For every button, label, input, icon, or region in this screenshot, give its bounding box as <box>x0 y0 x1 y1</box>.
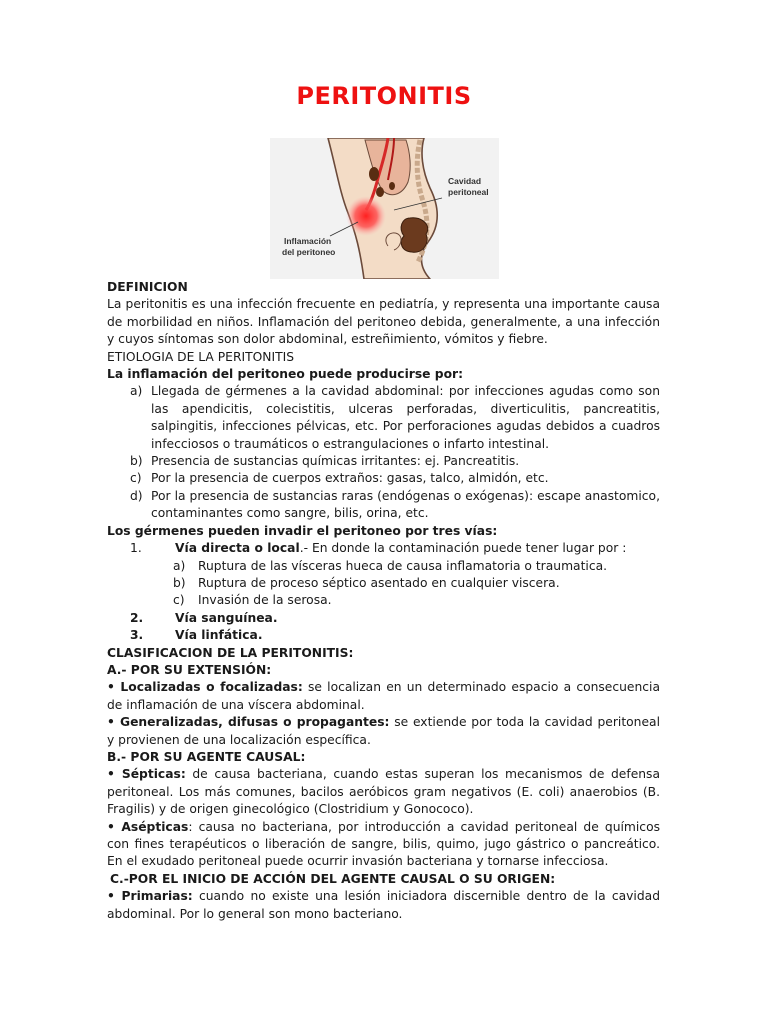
generalizadas-paragraph <box>107 714 660 749</box>
label-cavity-line2: peritoneal <box>448 187 489 197</box>
list-marker: c) <box>173 593 185 608</box>
agente-causal-heading: B.- POR SU AGENTE CAUSAL: <box>107 749 306 764</box>
asepticas-text: : causa no bacteriana, por introducción a cavidad peritoneal de químicos con fines terapéuticos o liberación de sangre, bilis, quimo, jugo gástrico o pancreático. En el exudado peritoneal puede ocurrir invasión bacteriana y tornarse infecciosa. <box>107 819 660 869</box>
etiologia-item-d <box>107 488 660 523</box>
document-body <box>107 279 660 923</box>
via-3 <box>107 627 660 644</box>
list-item-text: Presencia de sustancias químicas irritantes: ej. Pancreatitis. <box>151 454 520 469</box>
septicas-text: de causa bacteriana, cuando estas superan los mecanismos de defensa peritoneal. Los más comunes, bacilos aeróbicos gram negativos (E. coli) anaerobios (B. Fragilis) y de origen ginecológico (Clostridium y Gonococo). <box>107 767 660 817</box>
etiologia-heading: ETIOLOGIA DE LA PERITONITIS <box>107 349 295 364</box>
septicas-term: • Sépticas: <box>107 767 186 782</box>
list-marker: 1. <box>130 541 142 556</box>
list-marker: 3. <box>130 628 144 643</box>
primarias-term: • Primarias: <box>107 889 193 904</box>
list-marker: a) <box>130 384 143 399</box>
label-cavity-line1: Cavidad <box>448 176 482 186</box>
definicion-text: La peritonitis es una infección frecuente en pediatría, y representa una importante causa de morbilidad en niños. Inflamación del peritoneo debida, generalmente, a una infección y cuyos síntomas son dolor abdominal, estreñimiento, vómitos y fiebre. <box>107 297 660 347</box>
localizadas-text: se localizan en un determinado espacio a consecuencia de inflamación de una víscera abdominal. <box>107 680 660 712</box>
organ-dark-2 <box>376 187 384 197</box>
list-item-text: Ruptura de las vísceras hueca de causa inflamatoria o traumatica. <box>198 558 608 573</box>
organ-dark-1 <box>369 167 379 181</box>
etiologia-subheading: La inflamación del peritoneo puede producirse por: <box>107 367 464 382</box>
origen-heading: C.-POR EL INICIO DE ACCIÓN DEL AGENTE CAUSAL O SU ORIGEN: <box>110 871 556 886</box>
definicion-heading: DEFINICION <box>107 280 188 294</box>
list-item-text: Llegada de gérmenes a la cavidad abdominal: por infecciones agudas como son las apendicitis, colecistitis, ulceras perforadas, diverticulitis, pancreatitis, salpingitis, infecciones pélvicas, etc. Por perforaciones agudas debidos a cuadros infecciosos o traumáticos o estrangulaciones o infarto intestinal. <box>151 384 660 451</box>
list-item-text: Invasión de la serosa. <box>198 593 332 608</box>
inflammation-area <box>346 196 386 236</box>
via-1-text: .- En donde la contaminación puede tener lugar por : <box>299 541 627 556</box>
intestines <box>401 218 428 253</box>
asepticas-term: • Asépticas <box>107 819 189 834</box>
via-1-title: Vía directa o local <box>175 541 300 556</box>
list-marker: b) <box>130 454 143 469</box>
primarias-paragraph <box>107 888 660 923</box>
list-marker: d) <box>130 488 143 503</box>
list-item-text: Por la presencia de cuerpos extraños: gasas, talco, almidón, etc. <box>151 471 549 486</box>
via-1-sub-c <box>107 592 660 609</box>
localizadas-term: • Localizadas o focalizadas: <box>107 680 303 695</box>
label-inflam-line1: Inflamación <box>284 236 332 246</box>
list-marker: 2. <box>130 610 144 625</box>
vias-heading: Los gérmenes pueden invadir el peritoneo por tres vías: <box>107 523 498 538</box>
via-1-sub-b <box>107 575 660 592</box>
page-title: PERITONITIS <box>296 82 472 110</box>
septicas-paragraph <box>107 766 660 818</box>
peritonitis-illustration <box>270 138 499 279</box>
primarias-text: cuando no existe una lesión iniciadora discernible dentro de la cavidad abdominal. Por lo general son mono bacteriano. <box>107 889 661 921</box>
organ-dark-3 <box>389 182 395 190</box>
clasificacion-heading: CLASIFICACION DE LA PERITONITIS: <box>107 645 354 660</box>
via-3-text: Vía linfática. <box>175 628 263 643</box>
list-marker: b) <box>173 575 186 590</box>
asepticas-paragraph <box>107 819 660 871</box>
label-inflam-line2: del peritoneo <box>282 247 336 257</box>
generalizadas-term: • Generalizadas, difusas o propagantes: <box>107 715 390 730</box>
via-2-text: Vía sanguínea. <box>175 610 278 625</box>
etiologia-item-b <box>107 453 660 470</box>
via-1-sub-a <box>107 558 660 575</box>
list-item-text: Por la presencia de sustancias raras (endógenas o exógenas): escape anastomico, contaminantes como sangre, bilis, orina, etc. <box>151 488 660 521</box>
list-marker: a) <box>173 558 186 573</box>
etiologia-item-a <box>107 383 660 453</box>
localizadas-paragraph <box>107 679 660 714</box>
list-item-text: Ruptura de proceso séptico asentado en cualquier viscera. <box>198 575 560 590</box>
via-2 <box>107 610 660 627</box>
via-1 <box>107 540 660 557</box>
extension-heading: A.- POR SU EXTENSIÓN: <box>107 662 272 677</box>
generalizadas-text: se extiende por toda la cavidad peritoneal y provienen de una localización específica. <box>107 715 660 747</box>
list-marker: c) <box>130 471 142 486</box>
etiologia-item-c <box>107 470 660 487</box>
